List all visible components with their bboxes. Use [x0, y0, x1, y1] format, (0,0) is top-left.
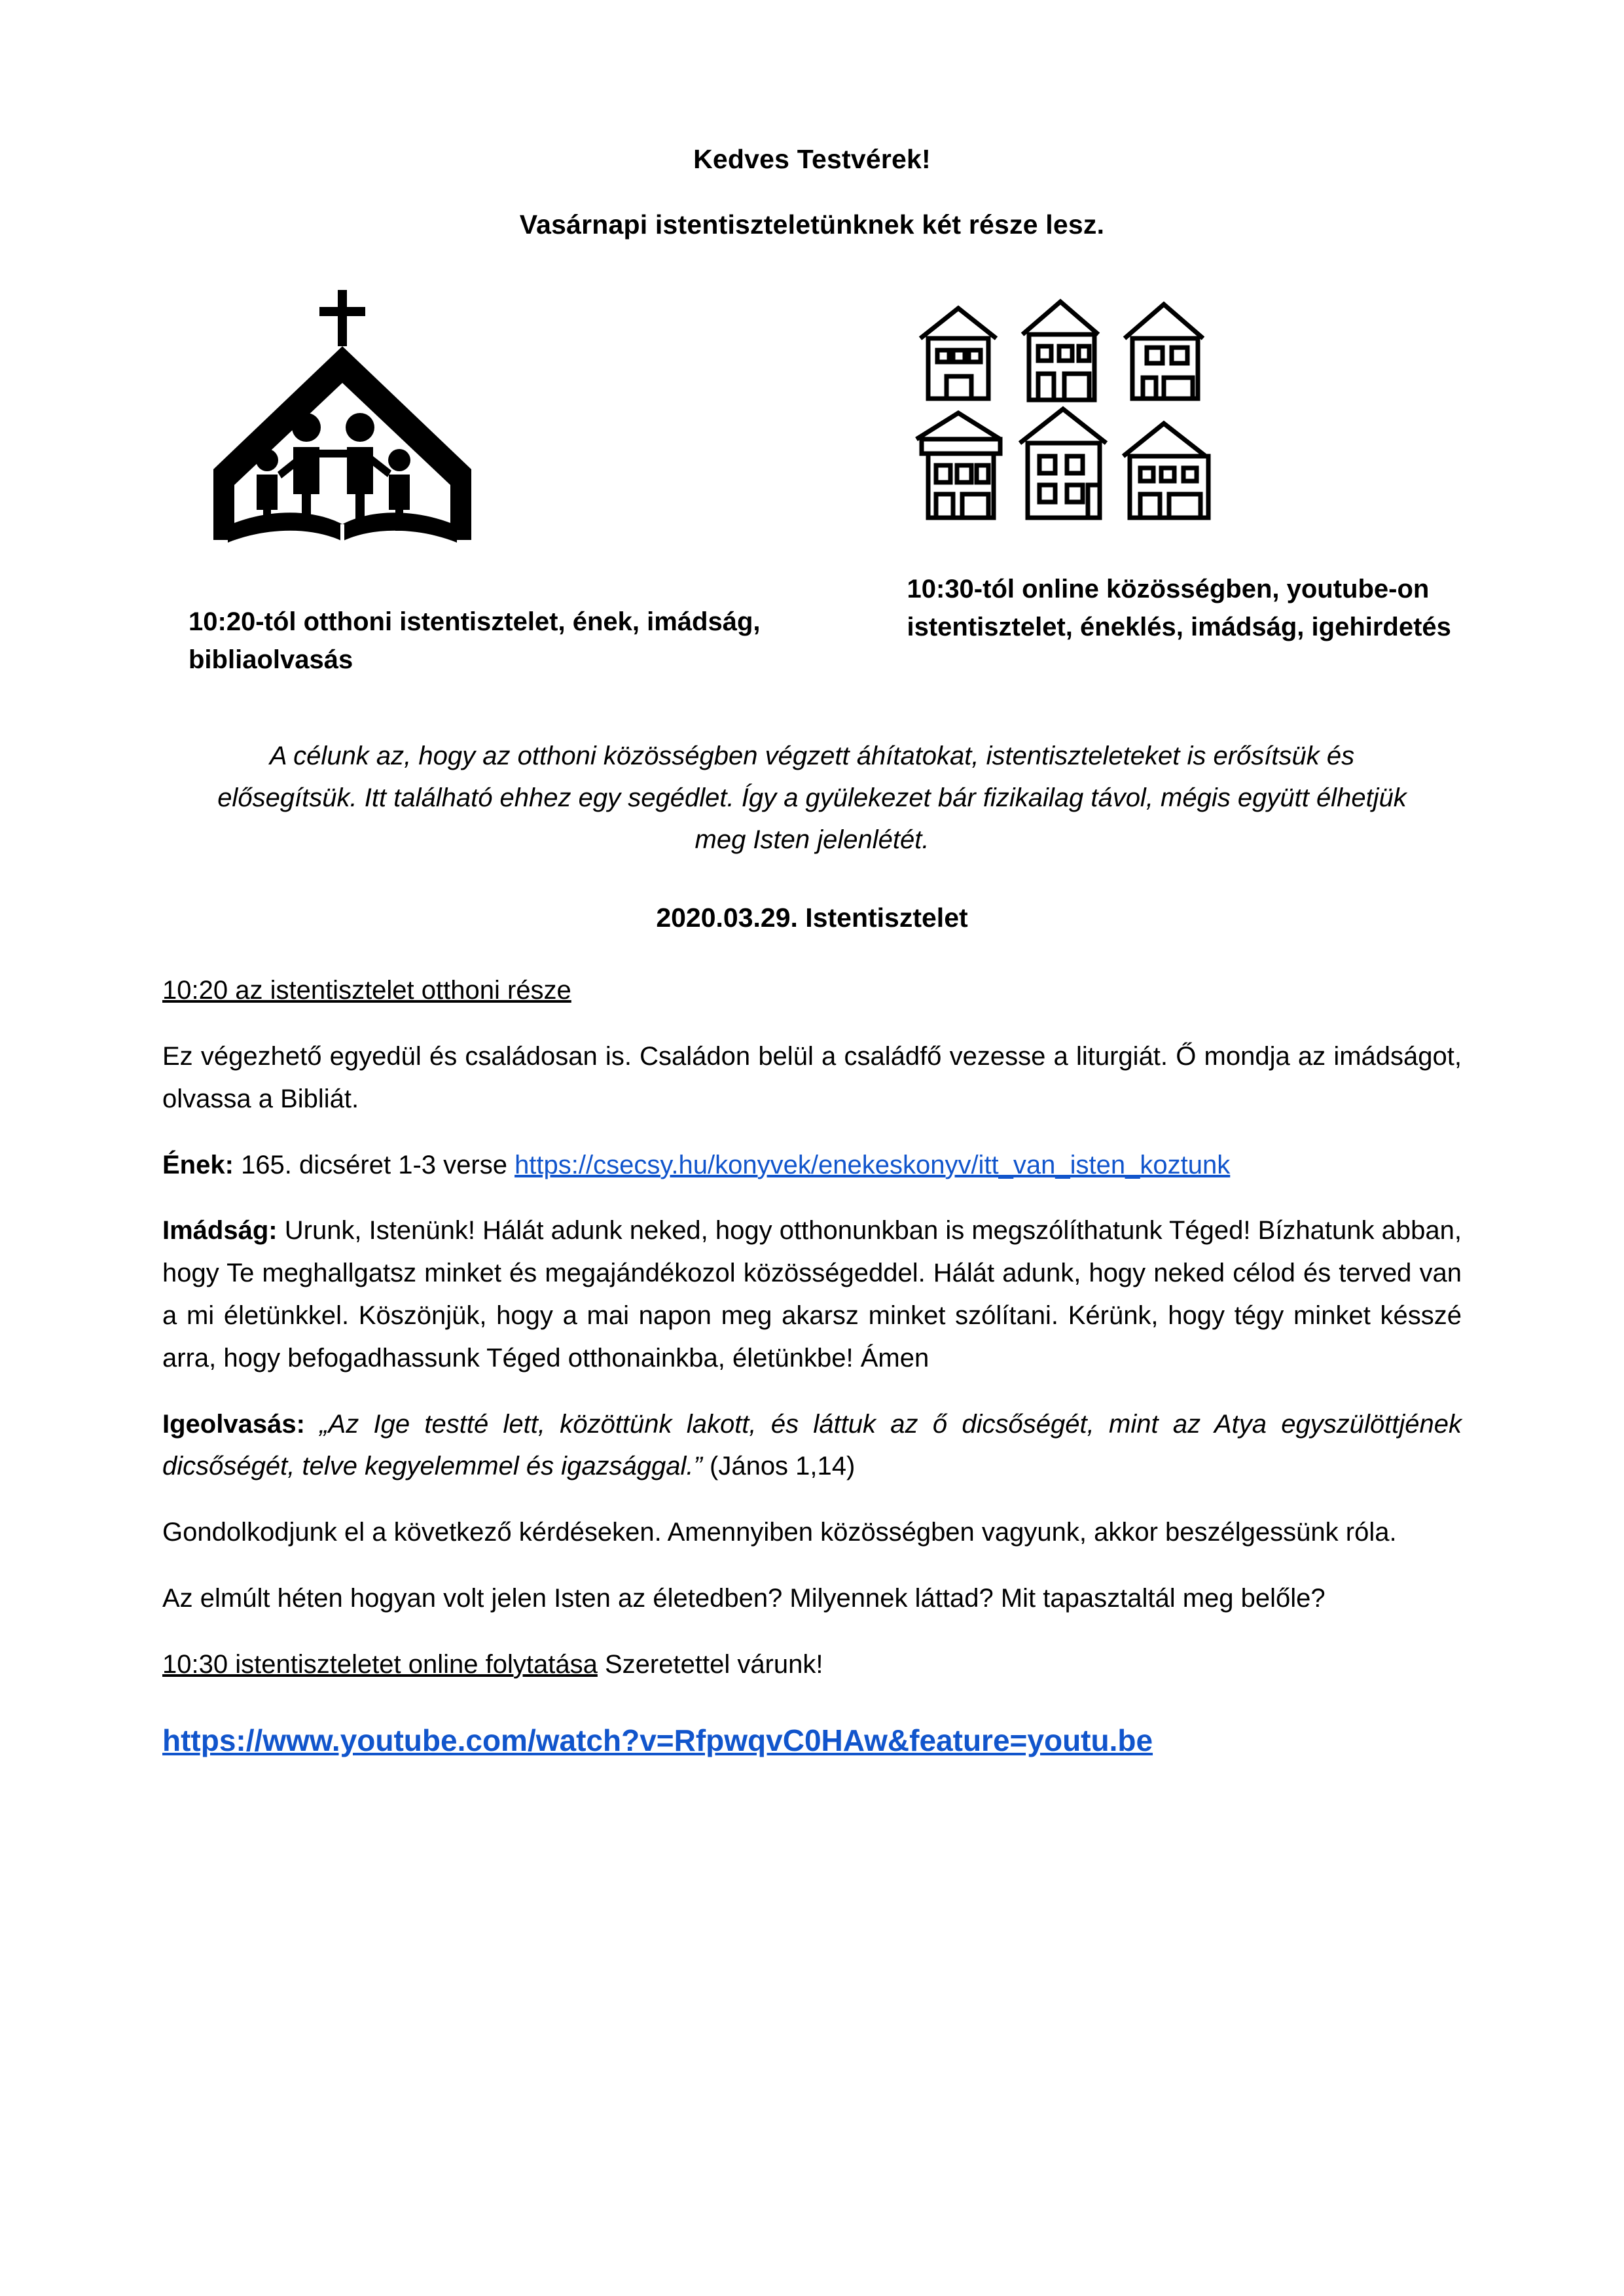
intro-paragraph: A célunk az, hogy az otthoni közösségben végzett áhítatokat, istentiszteleteket is erősítsük és elősegítsük. Itt található ehhez egy segédlet. Így a gyülekezet bár fizikailag távol, mégis együtt élhetjük meg Isten jelenlétét.	[217, 741, 1407, 854]
online-service-column	[812, 278, 1462, 646]
reading-reference: (János 1,14)	[710, 1452, 856, 1481]
prayer-label: Imádság:	[162, 1216, 278, 1246]
home-section-intro: Ez végezhető egyedül és családosan is. Családon belül a családfő vezesse a liturgiát. Ő mondja az imádságot, olvassa a Bibliát.	[162, 1042, 1462, 1113]
document-body	[162, 137, 1462, 1765]
church-with-family-and-open-bible-icon	[189, 278, 812, 586]
service-date-title: 2020.03.29. Istentisztelet	[656, 902, 968, 933]
reflection-paragraph-1: Gondolkodjunk el a következő kérdéseken. Amennyiben közösségben vagyunk, akkor beszélgessünk róla.	[162, 1518, 1397, 1547]
reading-paragraph	[162, 1403, 1462, 1488]
song-text: 165. dicséret 1-3 verse	[241, 1150, 507, 1179]
song-label: Ének:	[162, 1150, 234, 1179]
prayer-text: Urunk, Istenünk! Hálát adunk neked, hogy otthonunkban is megszólíthatunk Téged! Bízhatunk abban, hogy Te meghallgatsz minket és megajándékozol közösségeddel. Hálát adunk, hogy neked célod és terved van a mi életünkkel. Köszönjük, hogy a mai napon meg akarsz minket szólítani. Kérünk, hogy tégy minket késszé arra, hogy befogadhassunk Téged otthonainkba, életünkbe! Ámen	[162, 1216, 1462, 1372]
online-section-rest: Szeretettel várunk!	[597, 1649, 823, 1679]
page-title: Kedves Testvérek!	[693, 144, 931, 174]
six-houses-neighborhood-icon	[907, 278, 1462, 553]
song-paragraph	[162, 1144, 1462, 1187]
reading-label: Igeolvasás:	[162, 1409, 305, 1439]
online-section-paragraph	[162, 1643, 1462, 1686]
page-subtitle: Vasárnapi istentiszteletünknek két része lesz.	[519, 209, 1105, 240]
song-link[interactable]: https://csecsy.hu/konyvek/enekeskonyv/itt_van_isten_koztunk	[514, 1150, 1231, 1179]
prayer-paragraph	[162, 1210, 1462, 1379]
reading-quote: „Az Ige testté lett, közöttünk lakott, és láttuk az ő dicsőségét, mint az Atya egyszülöttjének dicsőségét, telve kegyelemmel és igazsággal.”	[162, 1409, 1462, 1481]
online-section-heading: 10:30 istentiszteletet online folytatása	[162, 1649, 598, 1679]
reflection-paragraph-2: Az elmúlt héten hogyan volt jelen Isten az életedben? Milyennek láttad? Mit tapasztaltál meg belőle?	[162, 1583, 1326, 1613]
home-section-heading: 10:20 az istentisztelet otthoni része	[162, 976, 571, 1005]
home-service-column	[162, 278, 812, 679]
youtube-link[interactable]: https://www.youtube.com/watch?v=RfpwqvC0HAw&feature=youtu.be	[162, 1723, 1153, 1757]
online-service-caption: 10:30-tól online közösségben, youtube-on istentisztelet, éneklés, imádság, igehirdetés	[907, 574, 1451, 641]
icon-columns	[162, 278, 1462, 679]
home-service-caption: 10:20-tól otthoni istentisztelet, ének, imádság, bibliaolvasás	[189, 607, 761, 674]
